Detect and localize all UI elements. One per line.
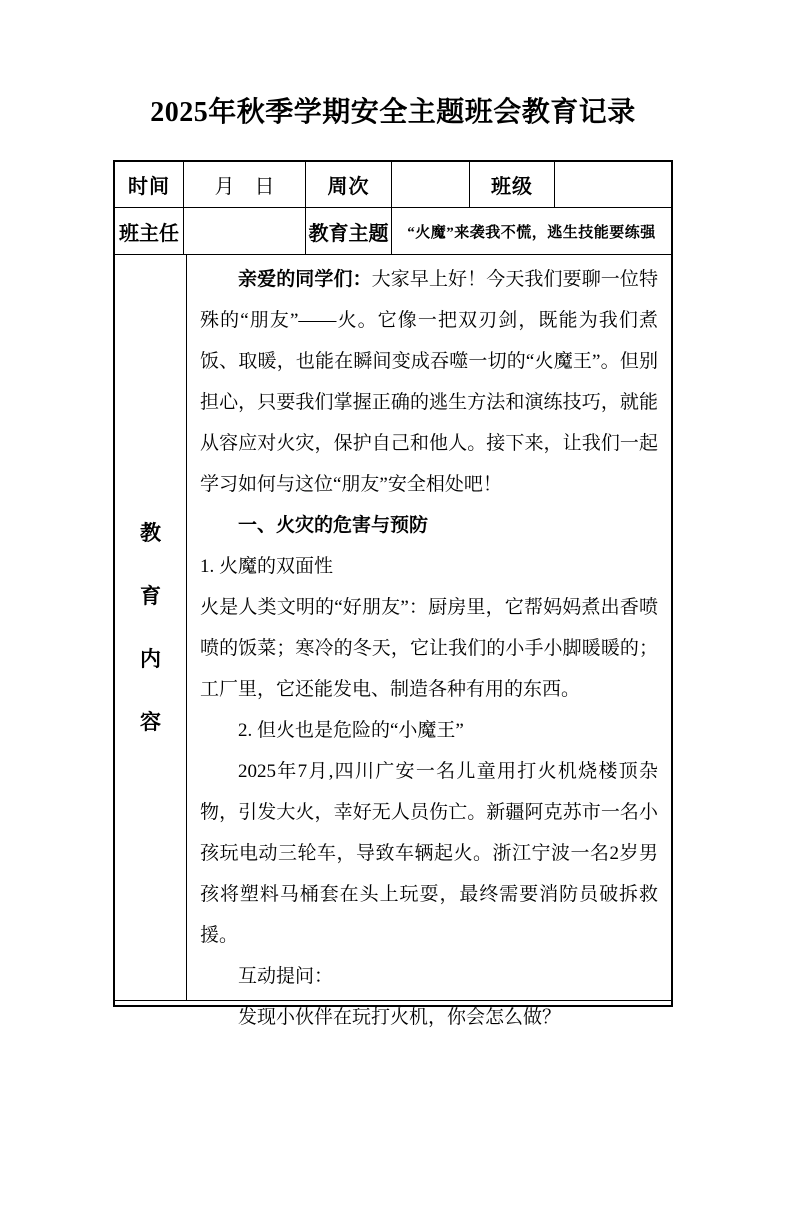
record-table [113, 160, 673, 1028]
text-run: 火是人类文明的“好朋友”：厨房里，它帮妈妈煮出香喷喷的饭菜；寒冷的冬天，它让我们的小手小脚暖暖的；工厂里，它还能发电、制造各种有用的东西。 [200, 597, 658, 700]
teacher-value-cell[interactable] [184, 208, 306, 255]
table-row-content [115, 255, 671, 1028]
paragraph [200, 587, 658, 710]
theme-value-cell: “火魔”来袭我不慌，逃生技能要练强 [392, 208, 671, 255]
content-label-char: 教 [140, 520, 161, 545]
content-label-cell [115, 255, 187, 1001]
text-run: 1. 火魔的双面性 [200, 556, 334, 577]
week-value-cell[interactable] [392, 162, 470, 208]
content-label-char: 育 [140, 583, 161, 608]
text-run: 大家早上好！今天我们要聊一位特殊的“朋友”——火。它像一把双刃剑，既能为我们煮饭、取暖，也能在瞬间变成吞噬一切的“火魔王”。但别担心，只要我们掌握正确的逃生方法和演练技巧，就能从容应对火灾，保护自己和他人。接下来，让我们一起学习如何与这位“朋友”安全相处吧！ [200, 269, 658, 495]
class-value-cell[interactable] [555, 162, 671, 208]
paragraph [200, 546, 658, 587]
paragraph [200, 505, 658, 546]
paragraph [200, 751, 658, 956]
content-paragraphs [200, 259, 658, 1038]
paragraph [200, 956, 658, 997]
paragraph [200, 259, 658, 505]
text-run: 2. 但火也是危险的“小魔王” [238, 720, 464, 741]
document-page [0, 94, 793, 1216]
table-row-meta [115, 162, 671, 208]
time-label-cell: 时间 [115, 162, 184, 208]
bold-text-run: 亲爱的同学们： [238, 269, 372, 290]
week-label-cell: 周次 [306, 162, 392, 208]
class-label-cell: 班级 [470, 162, 555, 208]
content-cell [187, 255, 671, 1028]
content-label-char: 容 [140, 709, 161, 734]
text-run: 2025年7月,四川广安一名儿童用打火机烧楼顶杂物，引发大火，幸好无人员伤亡。新疆阿克苏市一名小孩玩电动三轮车，导致车辆起火。浙江宁波一名2岁男孩将塑料马桶套在头上玩耍，最终需要消防员破拆救援。 [200, 761, 658, 946]
paragraph [200, 997, 658, 1038]
theme-label-cell: 教育主题 [306, 208, 392, 255]
bold-text-run: 一、火灾的危害与预防 [238, 515, 429, 536]
date-value-cell[interactable]: 月 日 [184, 162, 306, 208]
teacher-label-cell: 班主任 [115, 208, 184, 255]
content-label-char: 内 [140, 646, 161, 671]
text-run: 发现小伙伴在玩打火机，你会怎么做？ [238, 1007, 562, 1028]
document-title: 2025年秋季学期安全主题班会教育记录 [150, 97, 636, 128]
table-row-teacher [115, 208, 671, 255]
text-run: 互动提问： [238, 966, 334, 987]
paragraph [200, 710, 658, 751]
